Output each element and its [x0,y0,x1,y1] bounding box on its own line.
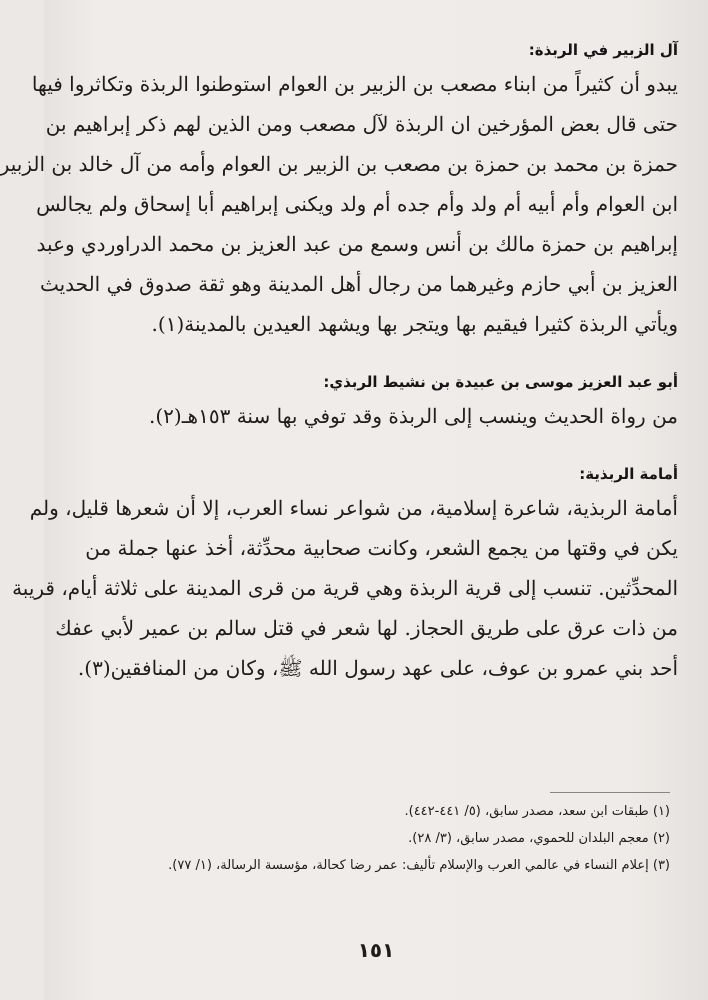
text-line: أحد بني عمرو بن عوف، على عهد رسول الله ﷺ، وكان من المنافقين(٣). [77,656,678,680]
text-line: العزيز بن أبي حازم وغيرهما من رجال أهل المدينة وهو ثقة صدوق في الحديث [39,272,678,296]
footnote-item: (٢) معجم البلدان للحموي، مصدر سابق، (٣/ ٢٨). [408,831,670,846]
text-line: يبدو أن كثيراً من ابناء مصعب بن الزبير بن العوام استوطنوا الربذة وتكاثروا فيها [31,72,678,96]
section-paragraph [0,64,678,344]
text-line: حمزة بن محمد بن حمزة بن مصعب بن الزبير بن العوام وأمه من آل خالد بن الزبير [0,152,678,176]
footnotes [72,798,670,879]
page-number: ١٥١ [357,938,395,962]
text-line: أمامة الربذية، شاعرة إسلامية، من شواعر نساء العرب، إلا أن شعرها قليل، ولم [29,496,678,520]
text-line: ابن العوام وأم أبيه أم ولد وأم جده أم ولد ويكنى إبراهيم أبا إسحاق ولم يجالس [36,192,678,216]
text-line: من ذات عرق على طريق الحجاز. لها شعر في قتل سالم بن عمير لأبي عفك [55,616,678,640]
text-line: حتى قال بعض المؤرخين ان الربذة لآل مصعب ومن الذين لهم ذكر إبراهيم بن [45,112,678,136]
text-line: إبراهيم بن حمزة مالك بن أنس وسمع من عبد العزيز بن محمد الدراوردي وعبد [36,232,678,256]
footnote-divider [550,792,670,793]
section-heading: أمامة الربذية: [579,465,678,483]
section-zubair-family [0,40,678,344]
text-line: يكن في وقتها من يجمع الشعر، وكانت صحابية محدِّثة، أخذ عنها جملة من [85,536,678,560]
text-line: من رواة الحديث وينسب إلى الربذة وقد توفي بها سنة ١٥٣هـ(٢). [148,404,678,428]
text-line: المحدِّثين. تنسب إلى قرية الربذة وهي قرية من قرى المدينة على ثلاثة أيام، قريبة [12,576,678,600]
section-heading: أبو عبد العزيز موسى بن عبيدة بن نشيط الربذي: [323,373,678,391]
footnote-item: (١) طبقات ابن سعد، مصدر سابق، (٥/ ٤٤١-٤٤٢). [404,804,670,819]
text-line: ويأتي الربذة كثيرا فيقيم بها ويتجر بها ويشهد العيدين بالمدينة(١). [151,312,678,336]
section-paragraph [72,396,678,436]
section-paragraph [12,488,678,688]
section-heading: آل الزبير في الربذة: [528,41,678,59]
footnote-item: (٣) إعلام النساء في عالمي العرب والإسلام تأليف: عمر رضا كحالة، مؤسسة الرسالة، (١/ ٧٧). [168,858,670,873]
section-umama-rabadhiya [12,464,678,688]
section-musa-rabadhi [72,372,678,436]
main-text [0,40,678,716]
